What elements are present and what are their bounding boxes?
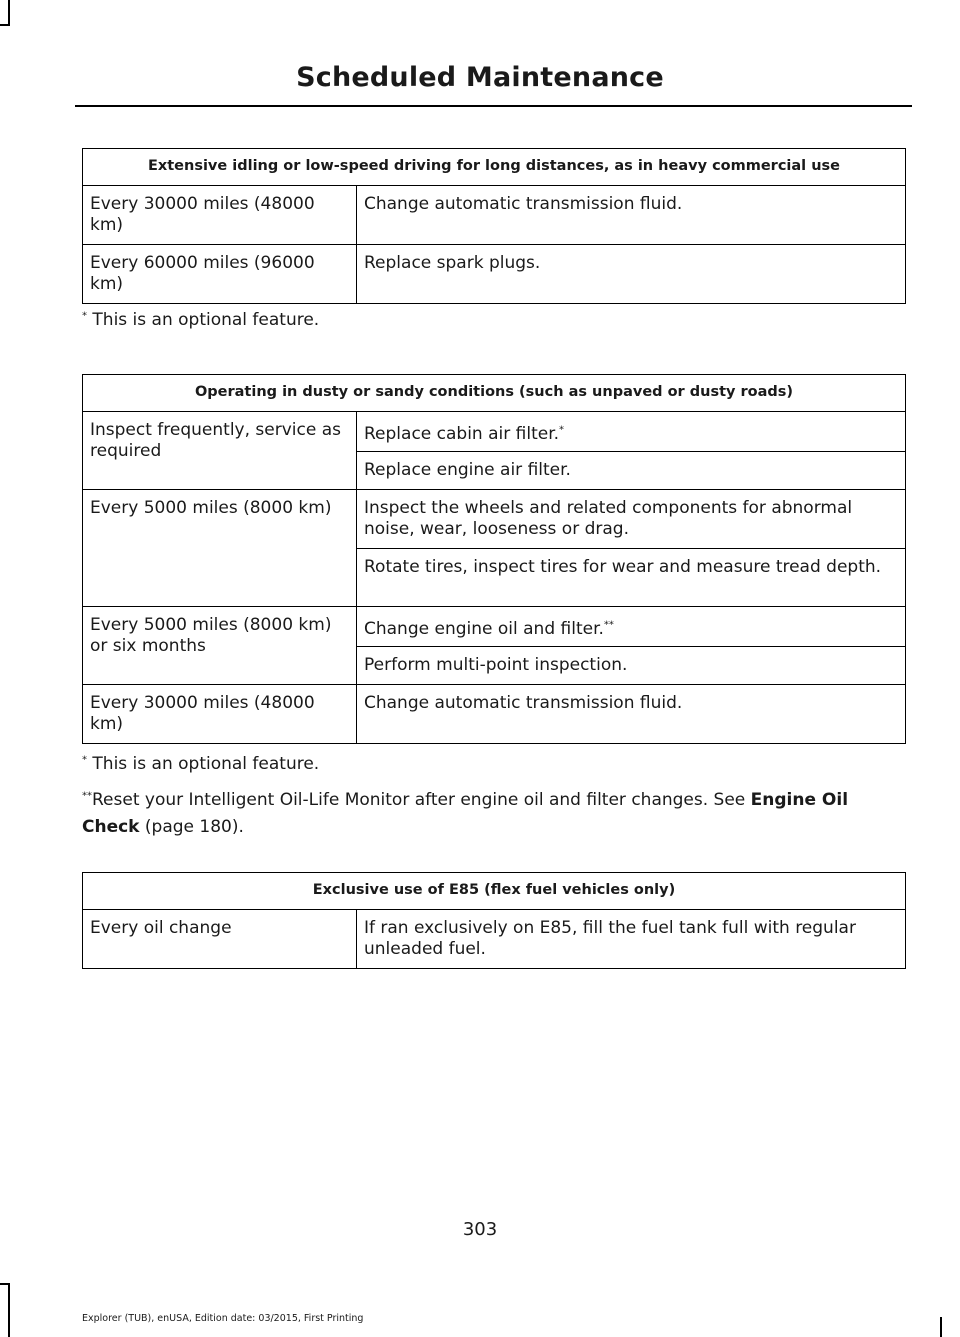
page-title: Scheduled Maintenance — [296, 62, 664, 93]
action-cell: If ran exclusively on E85, fill the fuel tank full with regular unleaded fuel. — [357, 910, 906, 969]
footnote-marker: ** — [82, 790, 92, 802]
table-row — [83, 412, 906, 452]
action-text: Replace cabin air filter. — [364, 424, 560, 444]
cross-reference-link[interactable]: Engine Oil Check — [82, 790, 849, 837]
action-cell — [357, 412, 906, 452]
interval-cell: Every 5000 miles (8000 km) or six months — [83, 607, 357, 685]
footnote-text: Reset your Intelligent Oil-Life Monitor after engine oil and filter changes. See — [92, 790, 751, 810]
action-cell: Change automatic transmission fluid. — [357, 685, 906, 744]
interval-cell: Every oil change — [83, 910, 357, 969]
footnote-optional — [82, 754, 319, 775]
page-number: 303 — [462, 1219, 498, 1240]
footnote-text: This is an optional feature. — [92, 310, 320, 330]
action-cell: Change automatic transmission fluid. — [357, 186, 906, 245]
table-title: Operating in dusty or sandy conditions (such as unpaved or dusty roads) — [83, 375, 906, 412]
interval-cell: Inspect frequently, service as required — [83, 412, 357, 490]
table-row — [83, 490, 906, 549]
interval-cell: Every 30000 miles (48000 km) — [83, 685, 357, 744]
action-text: Change engine oil and filter. — [364, 619, 604, 639]
crop-mark — [8, 0, 10, 26]
header-divider — [75, 105, 912, 107]
action-cell: Replace spark plugs. — [357, 245, 906, 304]
footnote-text: This is an optional feature. — [92, 754, 320, 774]
table-row — [83, 607, 906, 647]
maintenance-table-dusty — [82, 374, 906, 744]
footnote-oil-reset — [82, 787, 906, 841]
table-row — [83, 685, 906, 744]
crop-mark — [0, 24, 10, 26]
interval-cell: Every 30000 miles (48000 km) — [83, 186, 357, 245]
table-row — [83, 245, 906, 304]
page-reference: (page 180). — [139, 817, 244, 837]
crop-mark — [8, 1283, 10, 1337]
interval-cell: Every 5000 miles (8000 km) — [83, 490, 357, 607]
crop-mark — [0, 1283, 10, 1285]
maintenance-table-idling — [82, 148, 906, 304]
maintenance-table-e85 — [82, 872, 906, 969]
table-row — [83, 186, 906, 245]
table-row — [83, 910, 906, 969]
footnote-marker: ** — [603, 619, 614, 631]
footer-edition: Explorer (TUB), enUSA, Edition date: 03/2015, First Printing — [82, 1313, 364, 1324]
footnote-optional — [82, 310, 319, 331]
action-cell: Perform multi-point inspection. — [357, 647, 906, 685]
interval-cell: Every 60000 miles (96000 km) — [83, 245, 357, 304]
footnote-marker: * — [559, 424, 565, 436]
table-title: Exclusive use of E85 (flex fuel vehicles only) — [83, 873, 906, 910]
table-title: Extensive idling or low-speed driving for long distances, as in heavy commercial use — [83, 149, 906, 186]
action-cell: Inspect the wheels and related components for abnormal noise, wear, looseness or drag. — [357, 490, 906, 549]
footnote-marker: * — [82, 754, 87, 766]
crop-mark — [940, 1317, 942, 1337]
action-cell: Rotate tires, inspect tires for wear and measure tread depth. — [357, 549, 906, 607]
action-cell — [357, 607, 906, 647]
action-cell: Replace engine air filter. — [357, 452, 906, 490]
footnote-marker: * — [82, 310, 87, 322]
